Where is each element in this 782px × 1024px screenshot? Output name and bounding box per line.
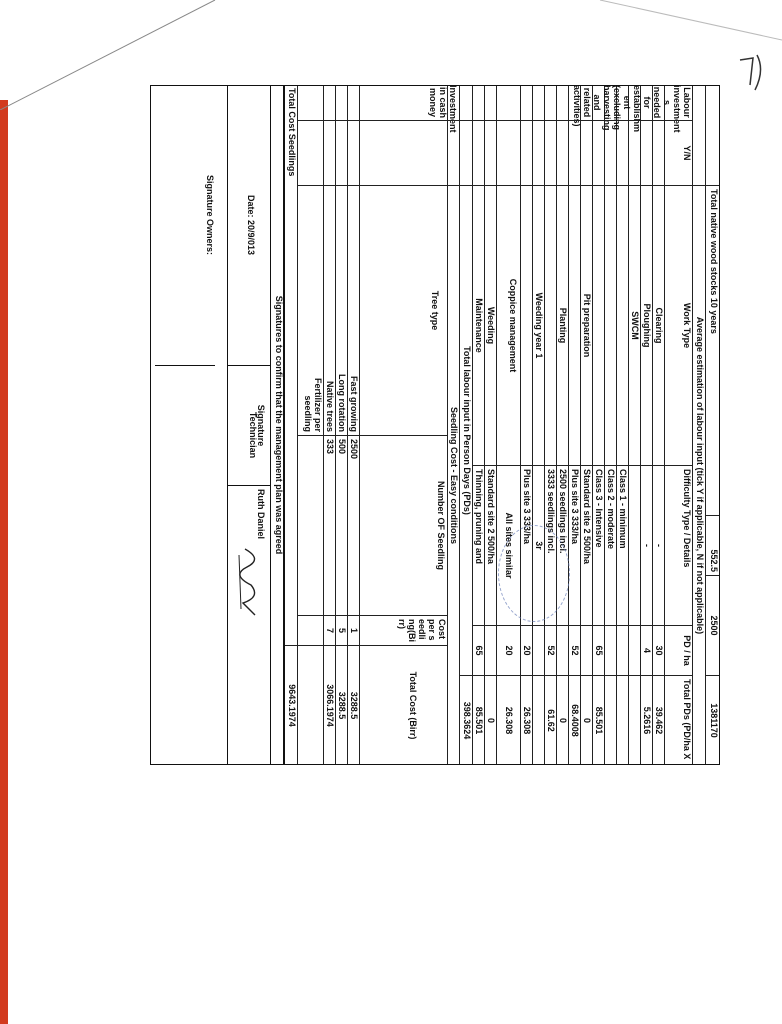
difficulty: 3r: [533, 465, 545, 625]
seedling-side-label: Investment in cash money: [428, 85, 458, 133]
seedling-cost: 5: [336, 615, 348, 645]
pd-ha: 20: [521, 625, 533, 675]
labour-row: [532, 85, 545, 765]
seedling-count: 500: [336, 435, 348, 615]
total-pds: [617, 675, 629, 765]
difficulty: -: [653, 465, 665, 625]
avg-label: Average estimation of labour input (tick Y if applicable, N if not applicable): [693, 185, 706, 765]
seedling-header-row: [359, 85, 448, 765]
labour-row: [568, 85, 581, 765]
blue-stamp: [498, 525, 570, 622]
pd-ha: [581, 625, 593, 675]
work-type: [617, 185, 629, 465]
total-native-v2: 2500: [706, 575, 720, 675]
total-pds: 85.501: [593, 675, 605, 765]
difficulty: Class 2 - moderate: [605, 465, 617, 625]
labour-row: [580, 85, 593, 765]
total-pds: 26.308: [497, 675, 521, 765]
labour-header-row: [664, 85, 693, 765]
col-cost-per-seedling: Cost per seedling(Birr): [360, 615, 448, 645]
pd-ha: 65: [593, 625, 605, 675]
technician-label: Technician: [248, 411, 258, 459]
seedling-total-value: 9643.1974: [285, 645, 298, 765]
col-total-cost: Total Cost (Birr): [360, 645, 448, 765]
work-type: Ploughing: [641, 185, 653, 465]
seedling-row: [335, 85, 348, 765]
work-type: [605, 185, 617, 465]
seedling-row: [297, 85, 324, 765]
difficulty: [629, 465, 641, 625]
owners-label: Signature Owners:: [205, 174, 215, 255]
tree-type: Fast growing: [348, 185, 360, 435]
seedling-total-row: [283, 85, 298, 765]
seedling-total: 3288.5: [336, 645, 348, 765]
difficulty: 2500 seedlings incl.: [557, 465, 569, 625]
total-native-label: Total native wood stocks 10 years: [706, 185, 720, 515]
work-type: Planting: [557, 185, 569, 465]
labour-row: [556, 85, 569, 765]
total-pds: 68.4008: [569, 675, 581, 765]
labour-row: [628, 85, 641, 765]
seedling-total: 3288.5: [348, 645, 360, 765]
pd-ha: 65: [473, 625, 485, 675]
left-column-divider: [298, 120, 693, 121]
pd-ha: [557, 625, 569, 675]
labour-row: [484, 85, 497, 765]
labour-total-value: 398.3624: [460, 675, 473, 765]
difficulty: Standard site 2 500/ha: [485, 465, 497, 625]
total-native-v3: 1381170: [706, 675, 720, 765]
pd-ha: [629, 625, 641, 675]
tree-type: Native trees: [324, 185, 336, 435]
seedling-total-label: Total Cost Seedlings: [287, 88, 297, 177]
seedling-cost: 7: [324, 615, 336, 645]
labour-row: [652, 85, 665, 765]
tree-type: Fertilizer per seedling: [298, 185, 324, 435]
col-total-pds: Total PDs (PD/ha X: [665, 675, 693, 765]
difficulty: Thinning, pruning and: [473, 465, 485, 625]
seedling-count: [298, 435, 324, 615]
work-type: [545, 185, 557, 465]
difficulty: Standard site 2 500/ha: [581, 465, 593, 625]
pd-ha: 52: [545, 625, 557, 675]
seedling-row: [323, 85, 336, 765]
col-difficulty: Difficulty Type / Details: [665, 465, 693, 625]
labour-row: [520, 85, 533, 765]
labour-row: [472, 85, 485, 765]
labour-total-label: Total labour input in Person Days (PDs): [460, 185, 473, 675]
avg-row: [692, 85, 706, 765]
seedling-total: 3066.1974: [324, 645, 336, 765]
management-table: [150, 85, 720, 765]
difficulty: Class 3 - Intensive: [593, 465, 605, 625]
total-pds: 0: [557, 675, 569, 765]
signature-divider: [155, 365, 215, 366]
total-pds: 5.2616: [641, 675, 653, 765]
technician-signature: [233, 545, 265, 625]
col-yn: Y/N: [665, 120, 693, 185]
labour-side-label: Labour investment s needed for establishm ent (excluding harvesting and related activities): [572, 85, 692, 133]
difficulty: All sites similar: [497, 465, 521, 625]
difficulty: Plus site 3 333/ha: [569, 465, 581, 625]
labour-total-row: [459, 85, 473, 765]
total-pds: 0: [485, 675, 497, 765]
labour-row: [640, 85, 653, 765]
pd-ha: [533, 625, 545, 675]
total-pds: 61.62: [545, 675, 557, 765]
technician-name: Ruth Daniel: [228, 485, 270, 765]
col-tree-type: Tree type: [360, 185, 448, 435]
total-native-v1: 552.5: [706, 515, 720, 575]
seedling-count: 2500: [348, 435, 360, 615]
signature-date: Date: 20/9/013: [246, 194, 256, 256]
pd-ha: 20: [497, 625, 521, 675]
work-type: [569, 185, 581, 465]
work-type: Pit preparation: [581, 185, 593, 465]
pd-ha: 30: [653, 625, 665, 675]
signature-heading: Signatures to confirm that the management plan was agreed: [274, 295, 284, 555]
labour-row: [592, 85, 605, 765]
seedling-total: [298, 645, 324, 765]
work-type: [521, 185, 533, 465]
seedling-count: 333: [324, 435, 336, 615]
seedling-row: [347, 85, 360, 765]
labour-row: [544, 85, 557, 765]
work-type: Weeding year 1: [533, 185, 545, 465]
signature-label: Signature: [228, 365, 270, 485]
corner-scribble: [735, 50, 775, 95]
page-edge-band: [0, 100, 8, 1024]
work-type: Coppice management: [497, 185, 521, 465]
seedling-heading: Seedling Cost - Easy conditions: [448, 185, 460, 765]
seedling-heading-row: [447, 85, 460, 765]
work-type: Weeding: [485, 185, 497, 465]
col-number-seedling: Number OF Seedling: [360, 435, 448, 615]
col-work-type: Work Type: [665, 185, 693, 465]
pd-ha: 52: [569, 625, 581, 675]
total-pds: 26.308: [521, 675, 533, 765]
pd-ha: 4: [641, 625, 653, 675]
pd-ha: [485, 625, 497, 675]
work-type: Clearing: [653, 185, 665, 465]
seedling-cost: [298, 615, 324, 645]
work-type: Maintenance: [473, 185, 485, 465]
seedling-cost: 1: [348, 615, 360, 645]
labour-row: [616, 85, 629, 765]
difficulty: 3333 seedlings incl.: [545, 465, 557, 625]
rotated-form: [150, 85, 720, 765]
col-pd-ha: PD / ha: [665, 625, 693, 675]
pd-ha: [617, 625, 629, 675]
signature-heading-row: [271, 85, 285, 765]
work-type: SWCM: [629, 185, 641, 465]
difficulty: Class 1 - minimum: [617, 465, 629, 625]
labour-row: [604, 85, 617, 765]
work-type: [593, 185, 605, 465]
total-pds: 85.501: [473, 675, 485, 765]
total-pds: 39.462: [653, 675, 665, 765]
tree-type: Long rotation: [336, 185, 348, 435]
total-pds: [533, 675, 545, 765]
total-pds: [605, 675, 617, 765]
labour-row: [496, 85, 521, 765]
pd-ha: [605, 625, 617, 675]
difficulty: Plus site 3 333/ha: [521, 465, 533, 625]
total-native-row: [705, 85, 720, 765]
total-pds: [629, 675, 641, 765]
difficulty: -: [641, 465, 653, 625]
total-pds: 0: [581, 675, 593, 765]
